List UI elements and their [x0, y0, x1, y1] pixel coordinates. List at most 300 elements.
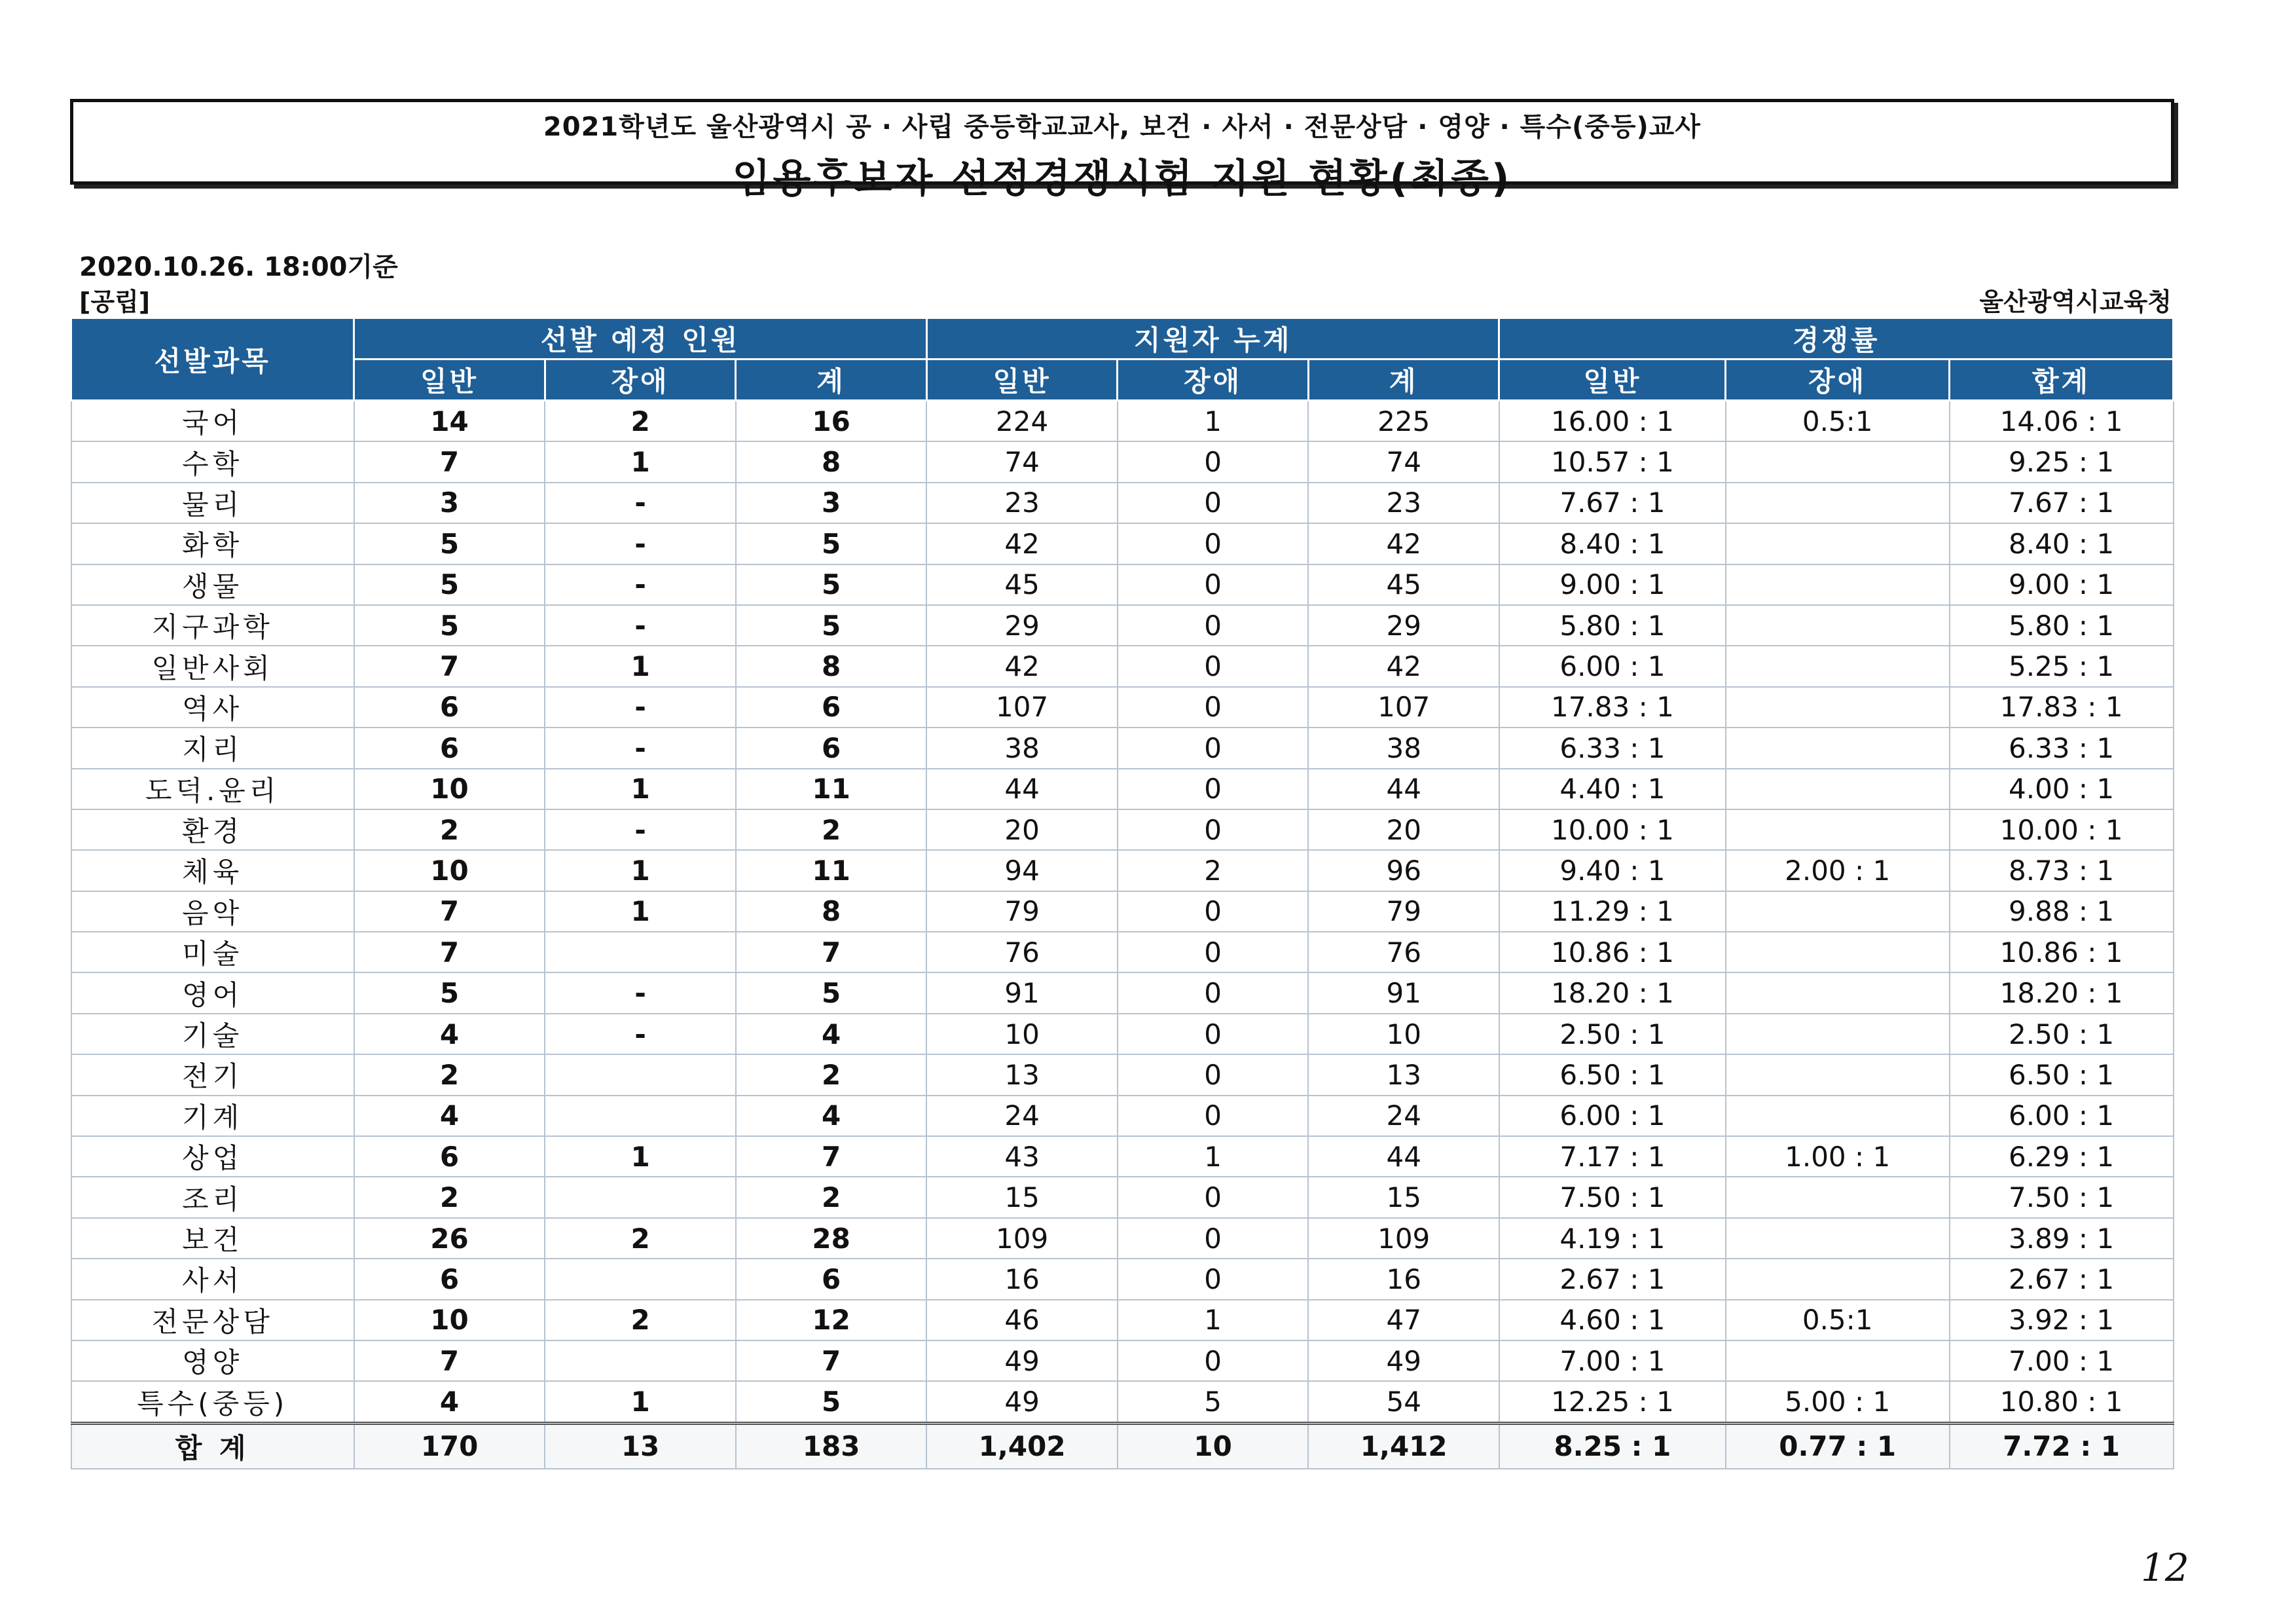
- cell-applicants-sum: 74: [1308, 441, 1499, 482]
- cell-quota-disabled: -: [545, 728, 736, 768]
- cell-ratio-disabled: [1726, 1177, 1950, 1217]
- cell-quota-disabled: -: [545, 1014, 736, 1054]
- cell-ratio-total: 9.25 : 1: [1950, 441, 2174, 482]
- cell-ratio-total: 18.20 : 1: [1950, 972, 2174, 1013]
- cell-applicants-sum: 20: [1308, 809, 1499, 850]
- cell-ratio-general: 9.00 : 1: [1499, 564, 1726, 605]
- cell-ratio-disabled: 0.77 : 1: [1726, 1423, 1950, 1469]
- cell-ratio-total: 7.72 : 1: [1950, 1423, 2174, 1469]
- cell-quota-general: 26: [354, 1218, 545, 1259]
- cell-subject: 전기: [71, 1054, 354, 1095]
- table-row: [71, 1218, 2174, 1259]
- cell-ratio-total: 2.67 : 1: [1950, 1259, 2174, 1299]
- cell-quota-general: 2: [354, 1177, 545, 1217]
- title-box: [70, 99, 2174, 202]
- organization-label: 울산광역시교육청: [1979, 287, 2172, 316]
- cell-quota-general: 5: [354, 523, 545, 564]
- cell-quota-sum: 28: [736, 1218, 927, 1259]
- cell-ratio-disabled: [1726, 1054, 1950, 1095]
- cell-ratio-disabled: [1726, 972, 1950, 1013]
- cell-quota-sum: 12: [736, 1300, 927, 1340]
- table-body: [71, 401, 2174, 1469]
- cell-quota-general: 5: [354, 605, 545, 646]
- cell-quota-disabled: -: [545, 809, 736, 850]
- cell-applicants-sum: 54: [1308, 1381, 1499, 1423]
- cell-subject: 기술: [71, 1014, 354, 1054]
- cell-ratio-disabled: 5.00 : 1: [1726, 1381, 1950, 1423]
- cell-ratio-total: 8.73 : 1: [1950, 850, 2174, 891]
- cell-ratio-general: 17.83 : 1: [1499, 687, 1726, 728]
- cell-ratio-general: 10.57 : 1: [1499, 441, 1726, 482]
- table-row: [71, 1014, 2174, 1054]
- cell-ratio-total: 6.29 : 1: [1950, 1136, 2174, 1177]
- cell-applicants-sum: 24: [1308, 1096, 1499, 1136]
- cell-ratio-general: 8.40 : 1: [1499, 523, 1726, 564]
- cell-applicants-sum: 49: [1308, 1340, 1499, 1381]
- cell-subject: 음악: [71, 891, 354, 932]
- cell-ratio-general: 6.33 : 1: [1499, 728, 1726, 768]
- cell-subject: 기계: [71, 1096, 354, 1136]
- cell-ratio-total: 10.80 : 1: [1950, 1381, 2174, 1423]
- cell-subject: 보건: [71, 1218, 354, 1259]
- header-ratio-general: 일반: [1499, 360, 1726, 401]
- cell-applicants-disabled: 0: [1118, 769, 1309, 809]
- header-quota-disabled: 장애: [545, 360, 736, 401]
- header-applicants-sum: 계: [1308, 360, 1499, 401]
- cell-applicants-sum: 91: [1308, 972, 1499, 1013]
- cell-applicants-disabled: 0: [1118, 483, 1309, 523]
- cell-quota-sum: 8: [736, 646, 927, 686]
- cell-applicants-sum: 109: [1308, 1218, 1499, 1259]
- cell-quota-general: 7: [354, 932, 545, 972]
- cell-applicants-sum: 44: [1308, 769, 1499, 809]
- cell-ratio-general: 7.67 : 1: [1499, 483, 1726, 523]
- cell-quota-disabled: 1: [545, 850, 736, 891]
- table-row: [71, 1177, 2174, 1217]
- cell-quota-sum: 5: [736, 523, 927, 564]
- cell-quota-disabled: 1: [545, 1136, 736, 1177]
- cell-applicants-sum: 96: [1308, 850, 1499, 891]
- cell-applicants-sum: 45: [1308, 564, 1499, 605]
- table-row: [71, 1096, 2174, 1136]
- cell-applicants-general: 44: [926, 769, 1118, 809]
- cell-applicants-disabled: 1: [1118, 401, 1309, 442]
- cell-ratio-total: 4.00 : 1: [1950, 769, 2174, 809]
- cell-applicants-general: 224: [926, 401, 1118, 442]
- cell-quota-sum: 5: [736, 1381, 927, 1423]
- cell-subject: 체육: [71, 850, 354, 891]
- cell-applicants-disabled: 0: [1118, 1177, 1309, 1217]
- cell-ratio-general: 2.50 : 1: [1499, 1014, 1726, 1054]
- cell-quota-general: 2: [354, 1054, 545, 1095]
- table-row: [71, 891, 2174, 932]
- cell-ratio-total: 3.89 : 1: [1950, 1218, 2174, 1259]
- cell-ratio-general: 10.00 : 1: [1499, 809, 1726, 850]
- cell-subject: 화학: [71, 523, 354, 564]
- table-row: [71, 687, 2174, 728]
- cell-quota-general: 4: [354, 1381, 545, 1423]
- cell-applicants-general: 109: [926, 1218, 1118, 1259]
- table-row: [71, 1300, 2174, 1340]
- cell-applicants-disabled: 1: [1118, 1136, 1309, 1177]
- cell-ratio-disabled: [1726, 1218, 1950, 1259]
- cell-ratio-disabled: 0.5:1: [1726, 1300, 1950, 1340]
- cell-subject: 물리: [71, 483, 354, 523]
- cell-ratio-general: 11.29 : 1: [1499, 891, 1726, 932]
- table-row: [71, 483, 2174, 523]
- cell-quota-disabled: [545, 1054, 736, 1095]
- cell-applicants-disabled: 0: [1118, 891, 1309, 932]
- cell-quota-sum: 11: [736, 850, 927, 891]
- cell-ratio-total: 17.83 : 1: [1950, 687, 2174, 728]
- cell-applicants-sum: 10: [1308, 1014, 1499, 1054]
- cell-applicants-disabled: 10: [1118, 1423, 1309, 1469]
- cell-applicants-general: 42: [926, 646, 1118, 686]
- cell-ratio-total: 7.50 : 1: [1950, 1177, 2174, 1217]
- cell-applicants-sum: 76: [1308, 932, 1499, 972]
- cell-ratio-total: 9.00 : 1: [1950, 564, 2174, 605]
- cell-applicants-sum: 23: [1308, 483, 1499, 523]
- cell-ratio-disabled: 1.00 : 1: [1726, 1136, 1950, 1177]
- cell-quota-disabled: [545, 1340, 736, 1381]
- table-row: [71, 523, 2174, 564]
- header-applicants-disabled: 장애: [1118, 360, 1309, 401]
- cell-ratio-disabled: [1726, 1014, 1950, 1054]
- cell-quota-disabled: 2: [545, 401, 736, 442]
- cell-applicants-sum: 225: [1308, 401, 1499, 442]
- document-title: 임용후보자 선정경쟁시험 지원 현황(최종): [732, 156, 1512, 202]
- cell-quota-sum: 3: [736, 483, 927, 523]
- cell-applicants-disabled: 0: [1118, 1054, 1309, 1095]
- cell-quota-sum: 5: [736, 605, 927, 646]
- cell-ratio-general: 5.80 : 1: [1499, 605, 1726, 646]
- cell-ratio-disabled: [1726, 1096, 1950, 1136]
- cell-subject: 지구과학: [71, 605, 354, 646]
- cell-ratio-disabled: [1726, 646, 1950, 686]
- cell-quota-general: 6: [354, 728, 545, 768]
- cell-quota-general: 7: [354, 441, 545, 482]
- cell-applicants-disabled: 1: [1118, 1300, 1309, 1340]
- cell-applicants-disabled: 0: [1118, 932, 1309, 972]
- cell-applicants-general: 74: [926, 441, 1118, 482]
- cell-applicants-disabled: 0: [1118, 523, 1309, 564]
- cell-ratio-total: 7.67 : 1: [1950, 483, 2174, 523]
- cell-applicants-general: 16: [926, 1259, 1118, 1299]
- cell-quota-sum: 8: [736, 441, 927, 482]
- cell-subject: 환경: [71, 809, 354, 850]
- cell-applicants-disabled: 0: [1118, 687, 1309, 728]
- table-row: [71, 1381, 2174, 1423]
- cell-quota-disabled: [545, 932, 736, 972]
- cell-applicants-sum: 1,412: [1308, 1423, 1499, 1469]
- table-row: [71, 972, 2174, 1013]
- cell-subject: 조리: [71, 1177, 354, 1217]
- cell-quota-sum: 8: [736, 891, 927, 932]
- cell-ratio-disabled: [1726, 728, 1950, 768]
- cell-applicants-sum: 16: [1308, 1259, 1499, 1299]
- header-ratio-disabled: 장애: [1726, 360, 1950, 401]
- cell-subject: 영어: [71, 972, 354, 1013]
- cell-ratio-total: 6.33 : 1: [1950, 728, 2174, 768]
- cell-quota-disabled: [545, 1177, 736, 1217]
- cell-quota-sum: 6: [736, 687, 927, 728]
- cell-ratio-total: 3.92 : 1: [1950, 1300, 2174, 1340]
- cell-subject: 특수(중등): [71, 1381, 354, 1423]
- cell-ratio-general: 7.00 : 1: [1499, 1340, 1726, 1381]
- cell-ratio-general: 7.50 : 1: [1499, 1177, 1726, 1217]
- cell-applicants-disabled: 0: [1118, 1096, 1309, 1136]
- header-applicants-general: 일반: [926, 360, 1118, 401]
- cell-quota-sum: 4: [736, 1014, 927, 1054]
- total-row: [71, 1423, 2174, 1469]
- cell-ratio-disabled: [1726, 1340, 1950, 1381]
- table-row: [71, 728, 2174, 768]
- cell-applicants-general: 38: [926, 728, 1118, 768]
- cell-applicants-sum: 42: [1308, 646, 1499, 686]
- cell-applicants-sum: 38: [1308, 728, 1499, 768]
- cell-ratio-disabled: [1726, 441, 1950, 482]
- cell-applicants-sum: 79: [1308, 891, 1499, 932]
- cell-quota-general: 4: [354, 1014, 545, 1054]
- cell-applicants-sum: 107: [1308, 687, 1499, 728]
- cell-ratio-disabled: 0.5:1: [1726, 401, 1950, 442]
- cell-applicants-general: 24: [926, 1096, 1118, 1136]
- cell-subject: 수학: [71, 441, 354, 482]
- cell-quota-sum: 2: [736, 809, 927, 850]
- table-row: [71, 769, 2174, 809]
- cell-applicants-disabled: 0: [1118, 605, 1309, 646]
- table-row: [71, 441, 2174, 482]
- cell-quota-disabled: -: [545, 483, 736, 523]
- cell-applicants-general: 13: [926, 1054, 1118, 1095]
- cell-applicants-sum: 47: [1308, 1300, 1499, 1340]
- cell-quota-sum: 11: [736, 769, 927, 809]
- cell-ratio-general: 12.25 : 1: [1499, 1381, 1726, 1423]
- cell-ratio-disabled: [1726, 1259, 1950, 1299]
- cell-applicants-sum: 44: [1308, 1136, 1499, 1177]
- cell-ratio-disabled: [1726, 605, 1950, 646]
- cell-quota-sum: 6: [736, 728, 927, 768]
- header-group-quota: 선발 예정 인원: [354, 318, 927, 360]
- cell-applicants-general: 29: [926, 605, 1118, 646]
- header-group-ratio: 경쟁률: [1499, 318, 2174, 360]
- cell-subject: 국어: [71, 401, 354, 442]
- basis-date: 2020.10.26. 18:00기준: [79, 252, 398, 282]
- table-row: [71, 564, 2174, 605]
- cell-applicants-general: 79: [926, 891, 1118, 932]
- cell-subject: 생물: [71, 564, 354, 605]
- table-row: [71, 1136, 2174, 1177]
- cell-applicants-general: 49: [926, 1340, 1118, 1381]
- cell-ratio-disabled: [1726, 932, 1950, 972]
- cell-subject: 도덕.윤리: [71, 769, 354, 809]
- cell-ratio-total: 6.50 : 1: [1950, 1054, 2174, 1095]
- table-row: [71, 932, 2174, 972]
- cell-applicants-general: 45: [926, 564, 1118, 605]
- cell-ratio-general: 10.86 : 1: [1499, 932, 1726, 972]
- cell-ratio-disabled: 2.00 : 1: [1726, 850, 1950, 891]
- cell-applicants-general: 20: [926, 809, 1118, 850]
- cell-quota-disabled: -: [545, 564, 736, 605]
- cell-quota-disabled: 13: [545, 1423, 736, 1469]
- cell-applicants-disabled: 0: [1118, 441, 1309, 482]
- cell-quota-disabled: -: [545, 523, 736, 564]
- cell-quota-sum: 16: [736, 401, 927, 442]
- cell-applicants-disabled: 0: [1118, 1259, 1309, 1299]
- cell-quota-general: 10: [354, 1300, 545, 1340]
- header-quota-sum: 계: [736, 360, 927, 401]
- cell-ratio-disabled: [1726, 564, 1950, 605]
- cell-applicants-general: 15: [926, 1177, 1118, 1217]
- cell-applicants-sum: 15: [1308, 1177, 1499, 1217]
- cell-subject: 역사: [71, 687, 354, 728]
- cell-subject: 사서: [71, 1259, 354, 1299]
- cell-ratio-disabled: [1726, 687, 1950, 728]
- table-row: [71, 1259, 2174, 1299]
- cell-subject: 합 계: [71, 1423, 354, 1469]
- cell-quota-sum: 2: [736, 1177, 927, 1217]
- cell-quota-general: 170: [354, 1423, 545, 1469]
- cell-applicants-sum: 29: [1308, 605, 1499, 646]
- cell-quota-general: 7: [354, 646, 545, 686]
- cell-ratio-general: 6.00 : 1: [1499, 646, 1726, 686]
- document-subtitle: 2021학년도 울산광역시 공 · 사립 중등학교교사, 보건 · 사서 · 전문상담 · 영양 · 특수(중등)교사: [543, 112, 1702, 142]
- cell-ratio-general: 2.67 : 1: [1499, 1259, 1726, 1299]
- cell-ratio-general: 4.40 : 1: [1499, 769, 1726, 809]
- header-quota-general: 일반: [354, 360, 545, 401]
- cell-applicants-general: 10: [926, 1014, 1118, 1054]
- cell-quota-general: 2: [354, 809, 545, 850]
- cell-quota-disabled: 1: [545, 1381, 736, 1423]
- table-row: [71, 850, 2174, 891]
- cell-quota-disabled: 1: [545, 646, 736, 686]
- cell-quota-general: 7: [354, 1340, 545, 1381]
- cell-applicants-general: 23: [926, 483, 1118, 523]
- cell-applicants-general: 91: [926, 972, 1118, 1013]
- table-row: [71, 646, 2174, 686]
- cell-ratio-general: 6.50 : 1: [1499, 1054, 1726, 1095]
- cell-applicants-general: 76: [926, 932, 1118, 972]
- cell-quota-disabled: 2: [545, 1218, 736, 1259]
- cell-ratio-disabled: [1726, 769, 1950, 809]
- cell-ratio-total: 8.40 : 1: [1950, 523, 2174, 564]
- cell-ratio-general: 7.17 : 1: [1499, 1136, 1726, 1177]
- cell-ratio-disabled: [1726, 891, 1950, 932]
- cell-subject: 상업: [71, 1136, 354, 1177]
- cell-quota-general: 5: [354, 972, 545, 1013]
- cell-quota-general: 5: [354, 564, 545, 605]
- cell-applicants-disabled: 0: [1118, 809, 1309, 850]
- cell-applicants-disabled: 0: [1118, 728, 1309, 768]
- cell-quota-disabled: 1: [545, 769, 736, 809]
- cell-quota-disabled: -: [545, 605, 736, 646]
- cell-quota-sum: 7: [736, 1340, 927, 1381]
- cell-applicants-general: 42: [926, 523, 1118, 564]
- cell-ratio-general: 4.60 : 1: [1499, 1300, 1726, 1340]
- cell-quota-disabled: 2: [545, 1300, 736, 1340]
- cell-quota-disabled: 1: [545, 441, 736, 482]
- cell-subject: 지리: [71, 728, 354, 768]
- cell-applicants-sum: 42: [1308, 523, 1499, 564]
- cell-quota-disabled: -: [545, 972, 736, 1013]
- cell-applicants-disabled: 5: [1118, 1381, 1309, 1423]
- header-group-applicants: 지원자 누계: [926, 318, 1499, 360]
- cell-ratio-general: 9.40 : 1: [1499, 850, 1726, 891]
- cell-quota-general: 14: [354, 401, 545, 442]
- cell-applicants-disabled: 0: [1118, 564, 1309, 605]
- cell-ratio-general: 6.00 : 1: [1499, 1096, 1726, 1136]
- cell-quota-sum: 7: [736, 932, 927, 972]
- cell-ratio-total: 7.00 : 1: [1950, 1340, 2174, 1381]
- cell-quota-disabled: [545, 1259, 736, 1299]
- cell-ratio-general: 4.19 : 1: [1499, 1218, 1726, 1259]
- cell-applicants-sum: 13: [1308, 1054, 1499, 1095]
- applicant-status-table: [70, 317, 2174, 1469]
- table-row: [71, 1054, 2174, 1095]
- cell-quota-disabled: 1: [545, 891, 736, 932]
- cell-applicants-general: 107: [926, 687, 1118, 728]
- cell-quota-sum: 4: [736, 1096, 927, 1136]
- cell-ratio-general: 16.00 : 1: [1499, 401, 1726, 442]
- cell-ratio-total: 14.06 : 1: [1950, 401, 2174, 442]
- cell-quota-general: 3: [354, 483, 545, 523]
- cell-ratio-total: 2.50 : 1: [1950, 1014, 2174, 1054]
- cell-applicants-disabled: 0: [1118, 1218, 1309, 1259]
- cell-ratio-general: 18.20 : 1: [1499, 972, 1726, 1013]
- cell-applicants-general: 43: [926, 1136, 1118, 1177]
- cell-quota-general: 10: [354, 769, 545, 809]
- table-row: [71, 605, 2174, 646]
- cell-subject: 영양: [71, 1340, 354, 1381]
- cell-ratio-disabled: [1726, 483, 1950, 523]
- cell-applicants-general: 46: [926, 1300, 1118, 1340]
- cell-quota-disabled: [545, 1096, 736, 1136]
- cell-ratio-disabled: [1726, 809, 1950, 850]
- cell-ratio-total: 9.88 : 1: [1950, 891, 2174, 932]
- table-row: [71, 809, 2174, 850]
- cell-applicants-disabled: 0: [1118, 972, 1309, 1013]
- cell-quota-general: 4: [354, 1096, 545, 1136]
- cell-quota-sum: 6: [736, 1259, 927, 1299]
- cell-subject: 미술: [71, 932, 354, 972]
- header-ratio-total: 합계: [1950, 360, 2174, 401]
- cell-quota-sum: 2: [736, 1054, 927, 1095]
- cell-quota-general: 6: [354, 687, 545, 728]
- cell-ratio-total: 5.80 : 1: [1950, 605, 2174, 646]
- cell-applicants-general: 1,402: [926, 1423, 1118, 1469]
- cell-ratio-total: 10.00 : 1: [1950, 809, 2174, 850]
- cell-applicants-disabled: 0: [1118, 1014, 1309, 1054]
- cell-subject: 전문상담: [71, 1300, 354, 1340]
- cell-quota-general: 10: [354, 850, 545, 891]
- cell-applicants-disabled: 0: [1118, 646, 1309, 686]
- cell-applicants-general: 94: [926, 850, 1118, 891]
- cell-quota-general: 7: [354, 891, 545, 932]
- cell-quota-sum: 5: [736, 564, 927, 605]
- cell-ratio-disabled: [1726, 523, 1950, 564]
- cell-ratio-general: 8.25 : 1: [1499, 1423, 1726, 1469]
- cell-quota-general: 6: [354, 1259, 545, 1299]
- cell-quota-sum: 7: [736, 1136, 927, 1177]
- cell-ratio-total: 6.00 : 1: [1950, 1096, 2174, 1136]
- page-number: 12: [2141, 1545, 2189, 1590]
- cell-applicants-disabled: 0: [1118, 1340, 1309, 1381]
- cell-ratio-total: 5.25 : 1: [1950, 646, 2174, 686]
- cell-quota-sum: 5: [736, 972, 927, 1013]
- cell-quota-disabled: -: [545, 687, 736, 728]
- cell-subject: 일반사회: [71, 646, 354, 686]
- table-row: [71, 1340, 2174, 1381]
